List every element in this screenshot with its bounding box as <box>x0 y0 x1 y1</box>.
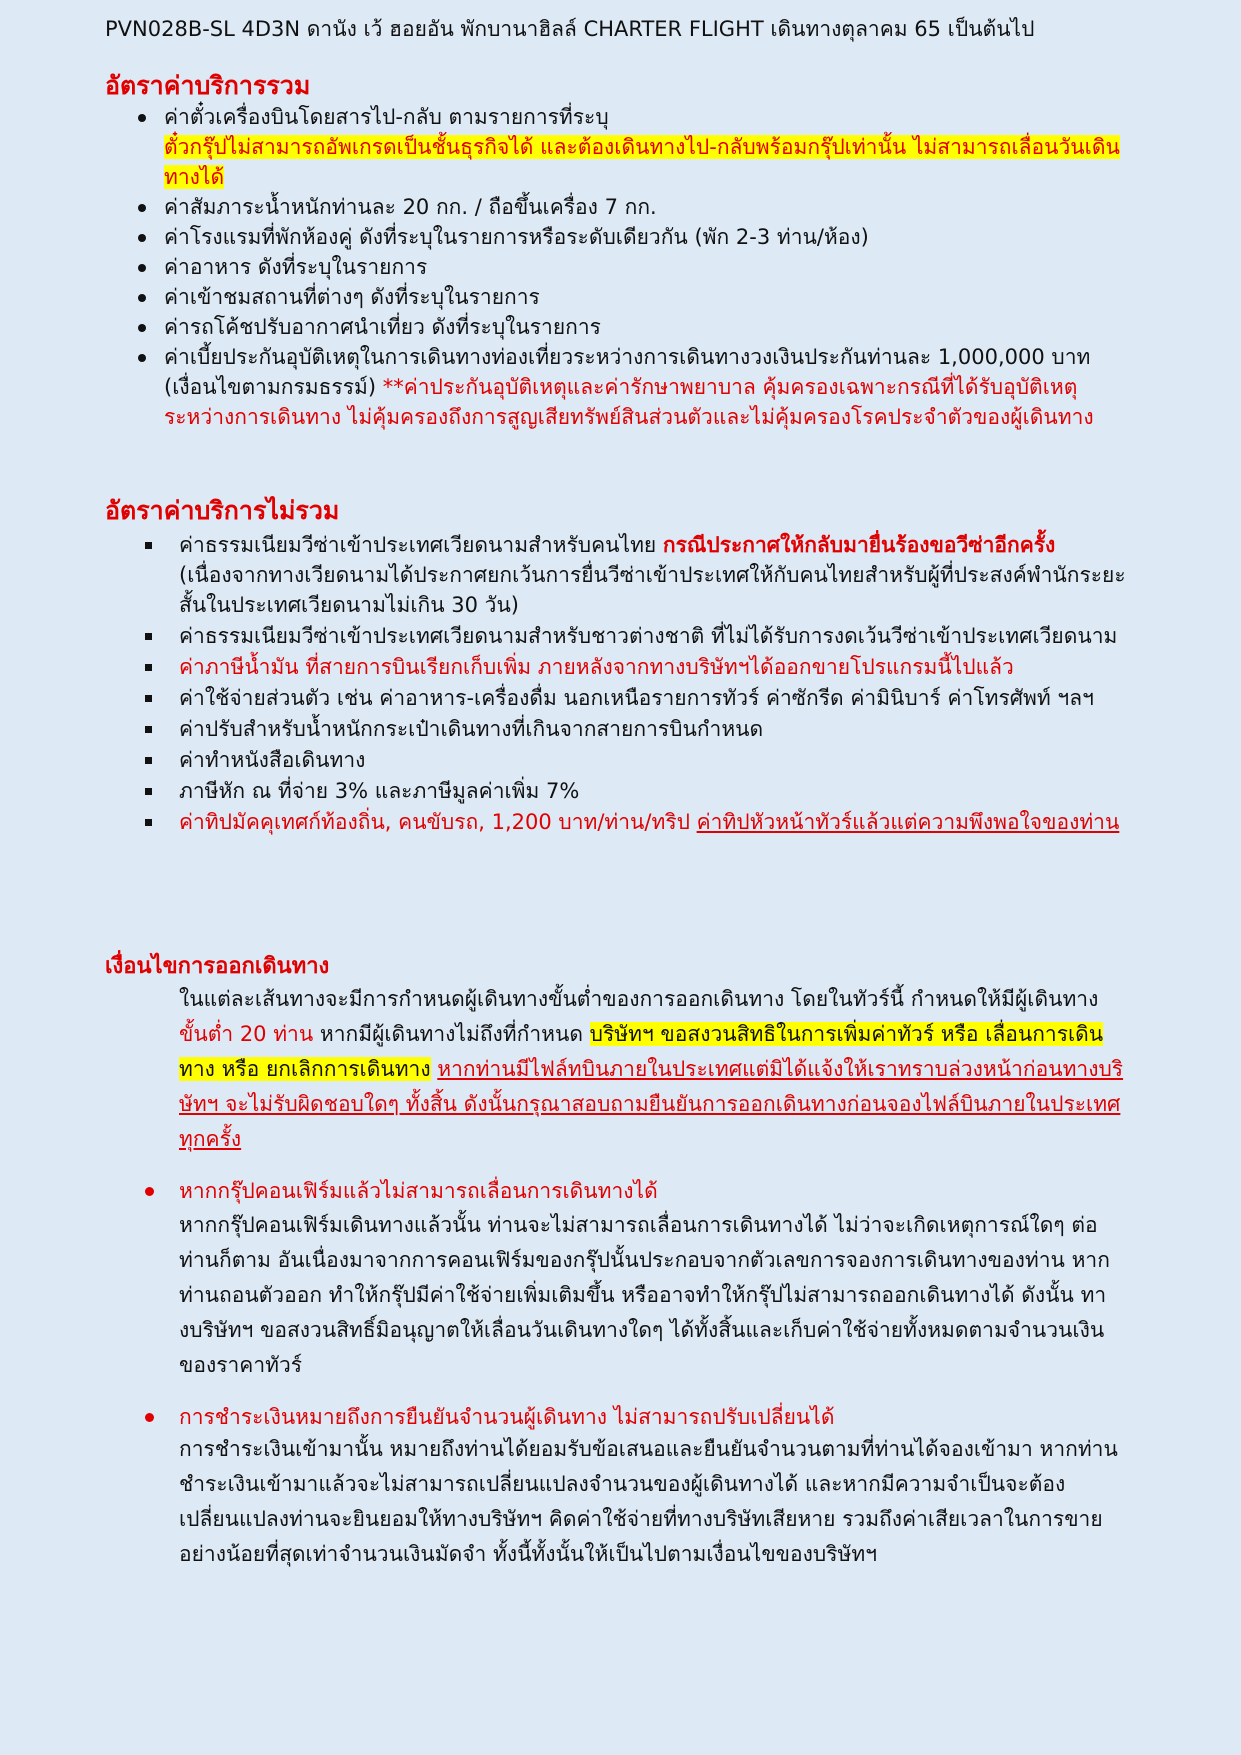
included-item-text: ค่าตั๋วเครื่องบินโดยสารไป-กลับ ตามรายการที่ระบุ <box>164 105 609 129</box>
list-item <box>164 102 1124 192</box>
excluded-item-highlight: ค่าภาษีน้ำมัน ที่สายการบินเรียกเก็บเพิ่ม ภายหลังจากทางบริษัทฯได้ออกขายโปรแกรมนี้ไปแล้ว <box>179 655 1014 679</box>
excluded-item-highlight: กรณีประกาศให้กลับมายื่นร้องขอวีซ่าอีกครั้ง <box>662 533 1056 557</box>
included-item-text: ค่าเบี้ยประกันอุบัติเหตุในการเดินทางท่องเที่ยวระหว่างการเดินทางวงเงินประกันท่านละ 1,000,000 บาท (เงื่อนไขตามกรมธรรม์) <box>164 345 1091 399</box>
list-item <box>179 683 1127 713</box>
payment-confirm-title: การชำระเงินหมายถึงการยืนยันจำนวนผู้เดินทาง ไม่สามารถปรับเปลี่ยนได้ <box>179 1402 1124 1432</box>
list-item <box>164 192 1124 222</box>
list-item <box>164 252 1124 282</box>
excluded-title: อัตราค่าบริการไม่รวม <box>105 496 340 525</box>
included-item-note: **ค่าประกันอุบัติเหตุและค่ารักษาพยาบาล คุ้มครองเฉพาะกรณีที่ได้รับอุบัติเหตุระหว่างการเดินทาง ไม่คุ้มครองถึงการสูญเสียทรัพย์สินส่วนตัวและไม่คุ้มครองโรคประจำตัวของผู้เดินทาง <box>164 375 1094 429</box>
minimum-travelers: ขั้นต่ำ 20 ท่าน <box>179 1022 314 1046</box>
included-item-text: ค่าสัมภาระน้ำหนักท่านละ 20 กก. / ถือขึ้นเครื่อง 7 กก. <box>164 195 657 219</box>
excluded-item-highlight: ค่าทิปมัคคุเทศก์ท้องถิ่น, คนขับรถ, 1,200 บาท/ท่าน/ทริป <box>179 810 697 834</box>
included-item-note: ตั๋วกรุ๊ปไม่สามารถอัพเกรดเป็นชั้นธุรกิจได้ และต้องเดินทางไป-กลับพร้อมกรุ๊ปเท่านั้น ไม่สามารถเลื่อนวันเดินทางได้ <box>164 135 1120 189</box>
list-item <box>179 807 1127 837</box>
list-item <box>164 312 1124 342</box>
list-item <box>179 714 1127 744</box>
included-item-text: ค่าโรงแรมที่พักห้องคู่ ดังที่ระบุในรายการหรือระดับเดียวกัน (พัก 2-3 ท่าน/ห้อง) <box>164 225 869 249</box>
rights-reserved-highlight: บริษัทฯ ขอสงวนสิทธิในการเพิ่มค่าทัวร์ หรือ เลื่อนการเดินทาง หรือ ยกเลิกการเดินทาง <box>179 1022 1104 1081</box>
conditions-title: เงื่อนไขการออกเดินทาง <box>105 954 330 979</box>
list-item <box>179 776 1127 806</box>
conditions-paragraph <box>179 982 1124 1157</box>
excluded-item-text: ค่าธรรมเนียมวีซ่าเข้าประเทศเวียดนามสำหรับชาวต่างชาติ ที่ไม่ได้รับการงดเว้นวีซ่าเข้าประเทศเวียดนาม <box>179 624 1118 648</box>
list-item <box>164 222 1124 252</box>
included-title: อัตราค่าบริการรวม <box>105 71 311 100</box>
excluded-item-text: ค่าธรรมเนียมวีซ่าเข้าประเทศเวียดนามสำหรับคนไทย <box>179 533 663 557</box>
list-item <box>164 342 1124 432</box>
excluded-item-text: ภาษีหัก ณ ที่จ่าย 3% และภาษีมูลค่าเพิ่ม 7% <box>179 779 580 803</box>
list-item <box>179 530 1127 620</box>
excluded-item-text: ค่าทำหนังสือเดินทาง <box>179 748 366 772</box>
excluded-item-text: ค่าใช้จ่ายส่วนตัว เช่น ค่าอาหาร-เครื่องดื่ม นอกเหนือรายการทัวร์ ค่าซักรีด ค่ามินิบาร์ ค่าโทรศัพท์ ฯลฯ <box>179 686 1094 710</box>
list-item <box>179 745 1127 775</box>
conditions-text: หากมีผู้เดินทางไม่ถึงที่กำหนด <box>313 1022 590 1046</box>
included-item-text: ค่าเข้าชมสถานที่ต่างๆ ดังที่ระบุในรายการ <box>164 285 540 309</box>
no-postpone-paragraph: หากกรุ๊ปคอนเฟิร์มเดินทางแล้วนั้น ท่านจะไม่สามารถเลื่อนการเดินทางได้ ไม่ว่าจะเกิดเหตุการณ์ใดๆ ต่อท่านก็ตาม อันเนื่องมาจากการคอนเฟิร์มของกรุ๊ปนั้นประกอบจากตัวเลขการจองการเดินทางของท่าน หากท่านถอนตัวออก ทำให้กรุ๊ปมีค่าใช้จ่ายเพิ่มเติมขึ้น หรืออาจทำให้กรุ๊ปไม่สามารถออกเดินทางได้ ดังนั้น ทางบริษัทฯ ขอสงวนสิทธิ์มิอนุญาตให้เลื่อนวันเดินทางใดๆ ได้ทั้งสิ้นและเก็บค่าใช้จ่ายทั้งหมดตามจำนวนเงินของราคาทัวร์ <box>179 1213 1110 1377</box>
list-item <box>164 282 1124 312</box>
list-item <box>179 621 1127 651</box>
included-item-text: ค่าอาหาร ดังที่ระบุในรายการ <box>164 255 428 279</box>
excluded-item-text: ค่าปรับสำหรับน้ำหนักกระเป๋าเดินทางที่เกินจากสายการบินกำหนด <box>179 717 764 741</box>
excluded-list <box>179 530 1127 838</box>
excluded-item-text: (เนื่องจากทางเวียดนามได้ประกาศยกเว้นการยื่นวีซ่าเข้าประเทศให้กับคนไทยสำหรับผู้ที่ประสงค์พำนักระยะสั้นในประเทศเวียดนามไม่เกิน 30 วัน) <box>179 563 1126 617</box>
no-postpone-title: หากกรุ๊ปคอนเฟิร์มแล้วไม่สามารถเลื่อนการเดินทางได้ <box>179 1176 1124 1206</box>
conditions-text: ในแต่ละเส้นทางจะมีการกำหนดผู้เดินทางขั้นต่ำของการออกเดินทาง โดยในทัวร์นี้ กำหนดให้มีผู้เดินทาง <box>179 987 1099 1011</box>
list-item <box>179 652 1127 682</box>
included-list <box>164 102 1124 432</box>
domestic-flight-warning: หากท่านมีไฟล์ทบินภายในประเทศแต่มิได้แจ้งให้เราทราบล่วงหน้าก่อนทางบริษัทฯ จะไม่รับผิดชอบใดๆ ทั้งสิ้น ดังนั้นกรุณาสอบถามยืนยันการออกเดินทางก่อนจองไฟล์บินภายในประเทศทุกครั้ง <box>179 1057 1124 1151</box>
included-item-text: ค่ารถโค้ชปรับอากาศนำเที่ยว ดังที่ระบุในรายการ <box>164 315 601 339</box>
excluded-item-underlined: ค่าทิปหัวหน้าทัวร์แล้วแต่ความพึงพอใจของท่าน <box>696 810 1120 834</box>
payment-confirm-paragraph: การชำระเงินเข้ามานั้น หมายถึงท่านได้ยอมรับข้อเสนอและยืนยันจำนวนตามที่ท่านได้จองเข้ามา หากท่านชำระเงินเข้ามาแล้วจะไม่สามารถเปลี่ยนแปลงจำนวนของผู้เดินทางได้ และหากมีความจำเป็นจะต้องเปลี่ยนแปลงท่านจะยินยอมให้ทางบริษัทฯ คิดค่าใช้จ่ายที่ทางบริษัทเสียหาย รวมถึงค่าเสียเวลาในการขาย อย่างน้อยที่สุดเท่าจำนวนเงินมัดจำ ทั้งนี้ทั้งนั้นให้เป็นไปตามเงื่อนไขของบริษัทฯ <box>179 1437 1118 1566</box>
tour-header: PVN028B-SL 4D3N ดานัง เว้ ฮอยอัน พักบานาฮิลล์ CHARTER FLIGHT เดินทางตุลาคม 65 เป็นต้นไป <box>105 17 1035 41</box>
